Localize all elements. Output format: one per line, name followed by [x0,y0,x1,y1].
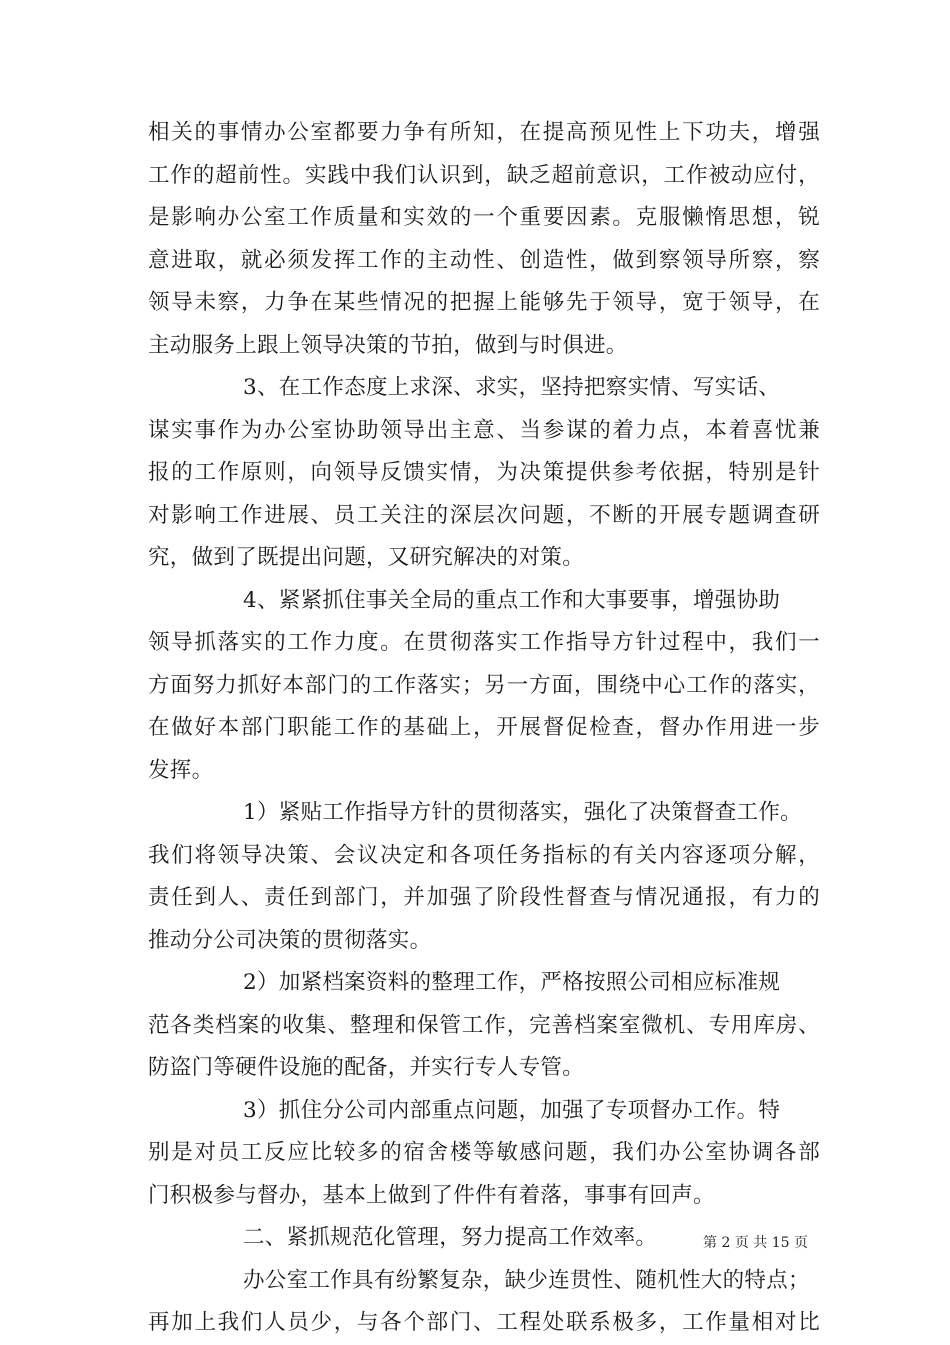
text-line: 责任到人、责任到部门，并加强了阶段性督查与情况通报，有力的 [148,885,820,910]
text-line: 工作的超前性。实践中我们认识到，缺乏超前意识，工作被动应付， [148,162,820,188]
section-heading: 二、紧抓规范化管理，努力提高工作效率。 [243,1225,658,1250]
page-number: 第 2 页 共 15 页 [703,1235,808,1251]
paragraph-start-4: 4、紧紧抓住事关全局的重点工作和大事要事，增强协助 [243,587,781,613]
paragraph-start-3: 3、在工作态度上求深、求实，坚持把察实情、写实话、 [243,375,781,400]
text-line: 相关的事情办公室都要力争有所知，在提高预见性上下功夫，增强 [148,120,820,145]
text-line: 谋实事作为办公室协助领导出主意、当参谋的着力点，本着喜忧兼 [148,417,820,443]
text-line: 再加上我们人员少，与各个部门、工程处联系极多，工作量相对比 [148,1310,820,1335]
text-line: 门积极参与督办，基本上做到了件件有着落，事事有回声。 [148,1182,715,1208]
text-line: 在做好本部门职能工作的基础上，开展督促检查，督办作用进一步 [148,715,820,740]
text-line: 别是对员工反应比较多的宿舍楼等敏感问题，我们办公室协调各部 [148,1140,820,1165]
text-line: 推动分公司决策的贯彻落实。 [148,927,432,953]
text-line: 主动服务上跟上领导决策的节拍，做到与时俱进。 [148,332,628,358]
text-line: 领导抓落实的工作力度。在贯彻落实工作指导方针过程中，我们一 [148,630,820,655]
text-line: 领导未察，力争在某些情况的把握上能够先于领导，宽于领导，在 [148,290,820,315]
document-body [148,112,820,1345]
text-line: 防盗门等硬件设施的配备，并实行专人专管。 [148,1055,585,1080]
text-line: 方面努力抓好本部门的工作落实；另一方面，围绕中心工作的落实， [148,672,820,698]
paragraph-start: 办公室工作具有纷繁复杂，缺少连贯性、随机性大的特点； [243,1267,810,1293]
text-line: 对影响工作进展、员工关注的深层次问题，不断的开展专题调查研 [148,502,820,528]
paragraph-start-item-2: 2）加紧档案资料的整理工作，严格按照公司相应标准规 [243,970,781,995]
text-line: 究，做到了既提出问题，又研究解决的对策。 [148,545,585,570]
text-line: 范各类档案的收集、整理和保管工作，完善档案室微机、专用库房、 [148,1012,820,1038]
text-line: 报的工作原则，向领导反馈实情，为决策提供参考依据，特别是针 [148,460,820,485]
text-line: 我们将领导决策、会议决定和各项任务指标的有关内容逐项分解， [148,842,820,868]
paragraph-start-item-1: 1）紧贴工作指导方针的贯彻落实，强化了决策督查工作。 [243,800,802,825]
text-line: 意进取，就必须发挥工作的主动性、创造性，做到察领导所察，察 [148,247,820,273]
text-line: 是影响办公室工作质量和实效的一个重要因素。克服懒惰思想，锐 [148,205,820,230]
paragraph-start-item-3: 3）抓住分公司内部重点问题，加强了专项督办工作。特 [243,1097,781,1123]
text-line: 发挥。 [148,757,214,783]
